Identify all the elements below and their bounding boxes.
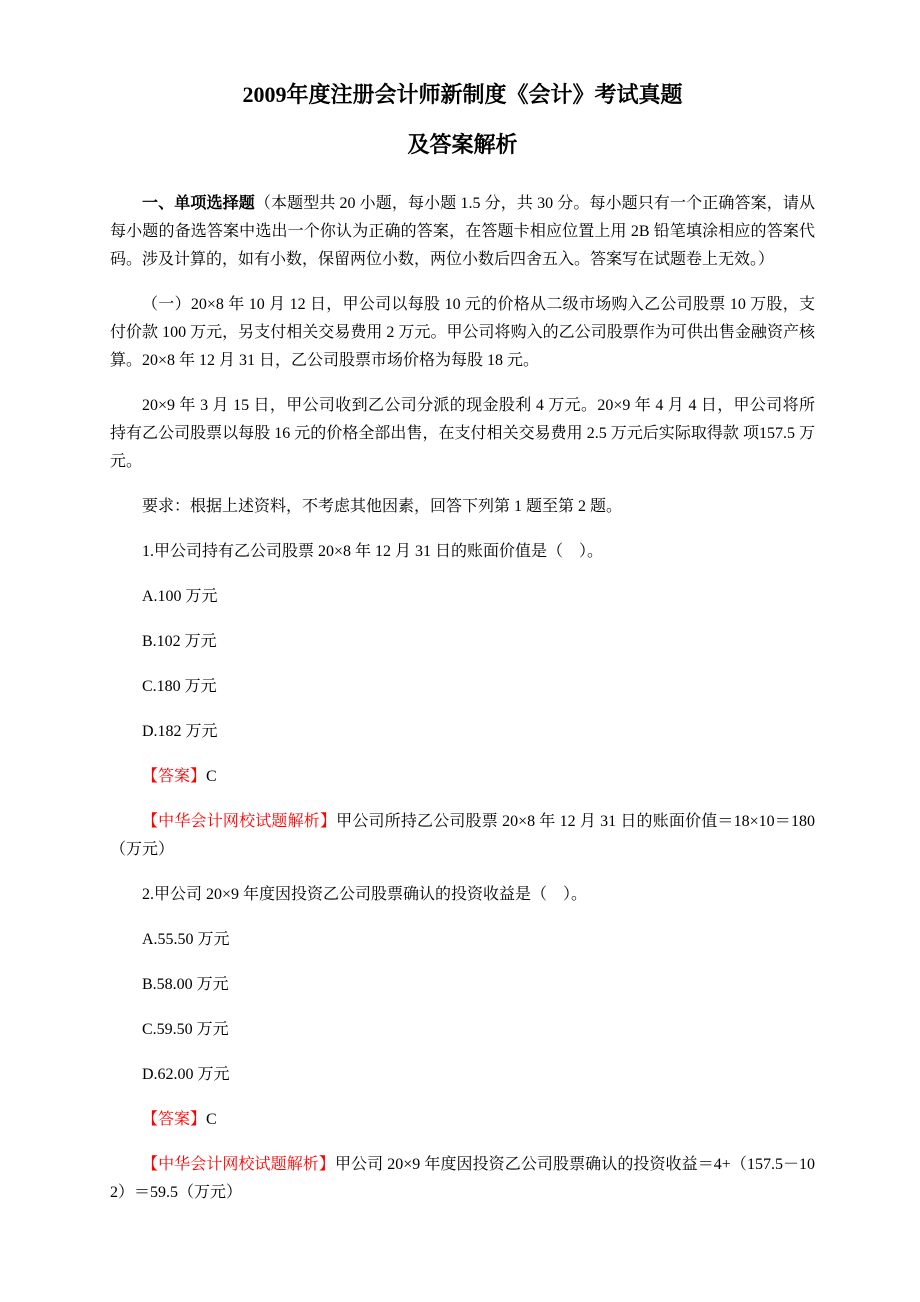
question-1-analysis-text: 甲公司所持乙公司股票 20×8 年 12 月 31 日的账面价值＝18×10＝180（万元） [110, 813, 815, 858]
requirement-paragraph: 要求：根据上述资料，不考虑其他因素，回答下列第 1 题至第 2 题。 [142, 498, 623, 515]
case-intro-paragraph-1: （一）20×8 年 10 月 12 日，甲公司以每股 10 元的价格从二级市场购入乙公司股票 10 万股，支付价款 100 万元，另支付相关交易费用 2 万元。甲公司将购入的乙公司股票作为可供出售金融资产核算。20×8 年 12 月 31 日，乙公司股票市场价格为每股 18 元。 [110, 296, 815, 369]
question-1-answer-value: C [206, 768, 217, 785]
question-2-analysis-line [110, 1151, 815, 1207]
question-2-option-d: D.62.00 万元 [142, 1066, 230, 1083]
question-1-option-d: D.182 万元 [142, 723, 218, 740]
section-instructions-paragraph [110, 190, 815, 274]
question-1-option-b: B.102 万元 [142, 633, 217, 650]
question-2-stem: 2.甲公司 20×9 年度因投资乙公司股票确认的投资收益是（ ）。 [142, 886, 588, 903]
question-2-answer-label: 【答案】 [142, 1111, 207, 1128]
case-intro-paragraph-2: 20×9 年 3 月 15 日，甲公司收到乙公司分派的现金股利 4 万元。20×9 年 4 月 4 日，甲公司将所持有乙公司股票以每股 16 元的价格全部出售，在支付相关交易费用 2.5 万元后实际取得款 项157.5 万元。 [110, 397, 815, 470]
section-heading: 一、单项选择题 [142, 195, 255, 212]
question-1-analysis-label: 【中华会计网校试题解析】 [142, 813, 337, 830]
question-2-answer-line [110, 1106, 815, 1134]
section-intro-text: （本题型共 20 小题，每小题 1.5 分，共 30 分。每小题只有一个正确答案，请从每小题的备选答案中选出一个你认为正确的答案，在答题卡相应位置上用 2B 铅笔填涂相应的答案代码。涉及计算的，如有小数，保留两位小数，两位小数后四舍五入。答案写在试题卷上无效。） [110, 195, 815, 268]
question-1-stem: 1.甲公司持有乙公司股票 20×8 年 12 月 31 日的账面价值是（ ）。 [142, 543, 604, 560]
question-1-answer-line [110, 763, 815, 791]
question-2-analysis-text: 甲公司 20×9 年度因投资乙公司股票确认的投资收益＝4+（157.5－102）＝59.5（万元） [110, 1156, 815, 1201]
question-1-answer-label: 【答案】 [142, 768, 207, 785]
question-2-answer-value: C [206, 1111, 217, 1128]
document-title-line1: 2009年度注册会计师新制度《会计》考试真题 [242, 82, 683, 107]
document-title-line2: 及答案解析 [407, 132, 518, 157]
question-1-option-a: A.100 万元 [142, 588, 218, 605]
question-2-option-a: A.55.50 万元 [142, 931, 230, 948]
question-1-analysis-line [110, 808, 815, 864]
question-2-analysis-label: 【中华会计网校试题解析】 [142, 1156, 335, 1173]
question-2-option-c: C.59.50 万元 [142, 1021, 229, 1038]
question-2-option-b: B.58.00 万元 [142, 976, 229, 993]
question-1-option-c: C.180 万元 [142, 678, 217, 695]
